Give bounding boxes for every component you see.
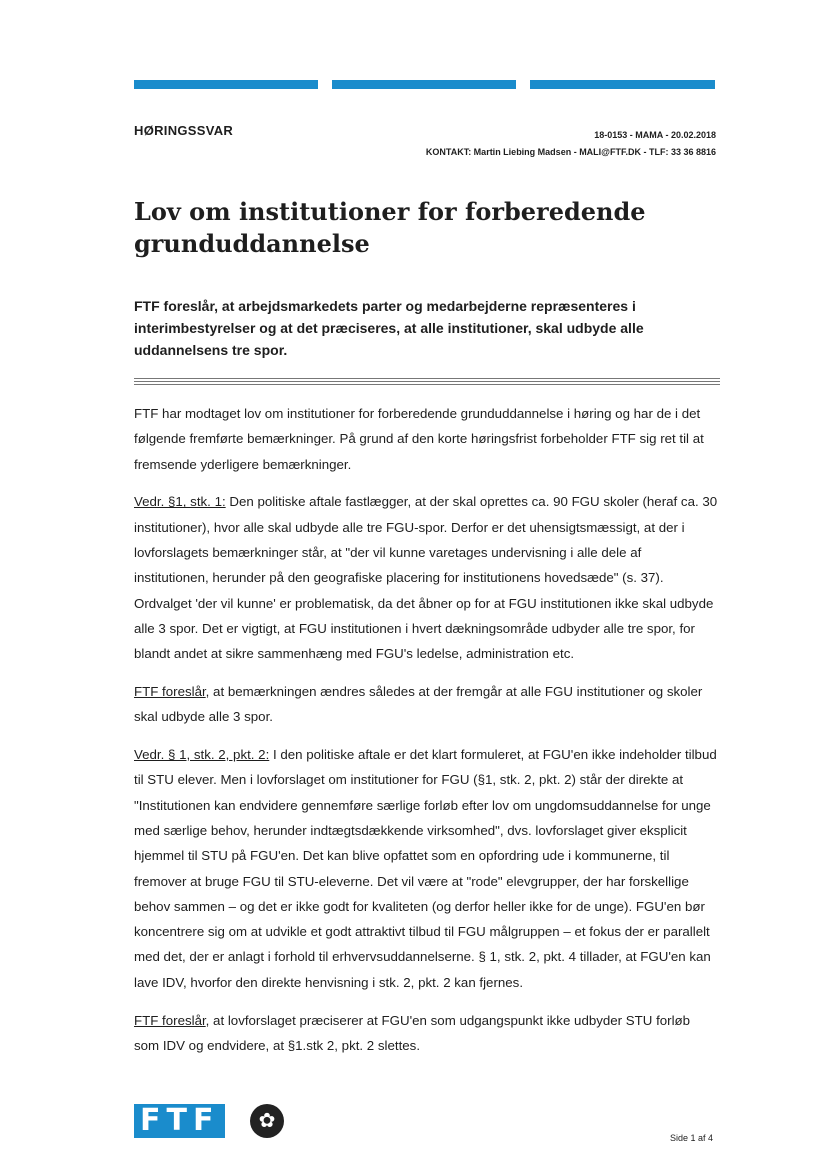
divider bbox=[134, 381, 720, 382]
proposal-paragraph bbox=[134, 1008, 718, 1059]
divider bbox=[134, 384, 720, 385]
header-rule-segment bbox=[332, 80, 516, 89]
section-text: I den politiske aftale er det klart formuleret, at FGU'en ikke indeholder tilbud til STU elever. Men i lovforslaget om institutioner for FGU (§1, stk. 2, pkt. 2) står der direkte at "Institutionen kan endvidere gennemføre særlige forløb efter lov om ungdomsuddannelse for unge med særlige behov, herunder indtægtsdækkende virksomhed", dvs. lovforslaget giver eksplicit hjemmel til STU på FGU'en. Det kan blive opfattet som en opfordring ude i kommunerne, til fremover at bruge FGU til STU-eleverne. Det vil være at "rode" elevgrupper, der har forskellige behov sammen – og det er ikke godt for kvaliteten (og derfor heller ikke for de unge). FGU'en bør koncentrere sig om at udvikle et godt attraktivt tilbud til FGU målgruppen – et fokus der er parallelt med det, der er anlagt i forhold til erhvervsuddannelserne. § 1, stk. 2, pkt. 4 tillader, at FGU'en kan lave IDV, hvorfor den direkte henvisning i stk. 2, pkt. 2 kan fjernes. bbox=[134, 747, 717, 990]
ftf-emblem-icon: ✿ bbox=[250, 1104, 284, 1138]
section-text: Den politiske aftale fastlægger, at der skal oprettes ca. 90 FGU skoler (heraf ca. 30 institutioner), hvor alle skal udbyde alle tre FGU-spor. Derfor er det uhensigtsmæssigt, at der i lovforslagets bemærkninger står, at "der vil kunne varetages undervisning i alle dele af institutionen, herunder på den geografiske placering for institutionens hovedsæde" (s. 37). Ordvalget 'der vil kunne' er problematisk, da det åbner op for at FGU institutionen ikke skal udbyde alle 3 spor. Det er vigtigt, at FGU institutionen i hvert dækningsområde udbyder alle tre spor, for blandt andet at sikre sammenhæng med FGU's ledelse, administration etc. bbox=[134, 494, 718, 662]
proposal-paragraph bbox=[134, 679, 718, 730]
lead-paragraph: FTF foreslår, at arbejdsmarkedets parter og medarbejderne repræsenteres i interimbestyrelser og at det præciseres, at alle institutioner, skal udbyde alle uddannelsens tre spor. bbox=[134, 298, 644, 358]
proposal-label: FTF foreslår bbox=[134, 1012, 206, 1028]
proposal-text: , at lovforslaget præciserer at FGU'en som udgangspunkt ikke udbyder STU forløb som IDV og endvidere, at §1.stk 2, pkt. 2 slettes. bbox=[134, 1012, 691, 1053]
document-reference: 18-0153 - MAMA - 20.02.2018 bbox=[594, 130, 716, 140]
header-rule-segment bbox=[530, 80, 715, 89]
body-text bbox=[134, 401, 718, 1071]
ftf-logo bbox=[134, 1103, 276, 1138]
page-title: Lov om institutioner for forberedende grunduddannelse bbox=[134, 197, 646, 258]
section-paragraph bbox=[134, 489, 718, 666]
intro-paragraph: FTF har modtaget lov om institutioner for forberedende grunduddannelse i høring og har de i det følgende fremførte bemærkninger. På grund af den korte høringsfrist forbeholder FTF sig ret til at fremsende yderligere bemærkninger. bbox=[134, 406, 704, 472]
section-paragraph bbox=[134, 742, 718, 995]
contact-line: KONTAKT: Martin Liebing Madsen - MALI@FTF.DK - TLF: 33 36 8816 bbox=[425, 147, 716, 157]
page-number: Side 1 af 4 bbox=[669, 1133, 713, 1143]
section-label: Vedr. §1, stk. 1: bbox=[134, 494, 226, 510]
document-type: HØRINGSSVAR bbox=[134, 123, 234, 138]
ftf-logo-text: FTF bbox=[134, 1104, 225, 1138]
section-label: Vedr. § 1, stk. 2, pkt. 2: bbox=[134, 747, 270, 763]
proposal-label: FTF foreslår bbox=[134, 683, 206, 699]
proposal-text: , at bemærkningen ændres således at der fremgår at alle FGU institutioner og skoler skal udbyde alle 3 spor. bbox=[134, 683, 703, 725]
divider bbox=[134, 378, 720, 379]
header-rule-segment bbox=[134, 80, 318, 89]
